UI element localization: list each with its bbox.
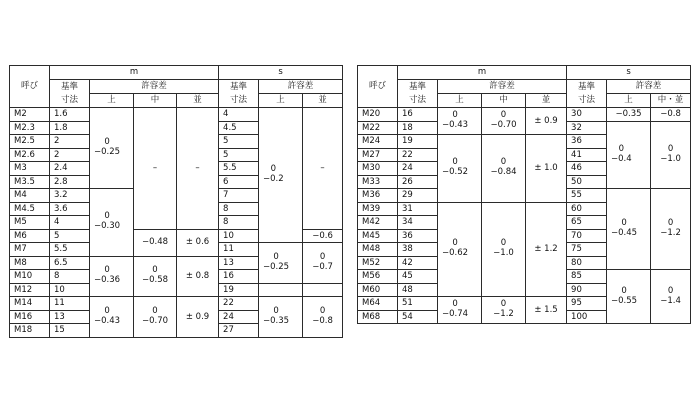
m-ue-group: 0 −0.36 xyxy=(90,256,134,297)
header-m-nami: 並 xyxy=(526,94,567,108)
table-cell: 5 xyxy=(219,148,259,162)
table-cell: 90 xyxy=(567,283,607,297)
table-cell: M20 xyxy=(358,108,398,122)
header-m-kijun: 基準 xyxy=(398,80,438,94)
table-cell: 65 xyxy=(567,216,607,230)
table-cell: 24 xyxy=(219,310,259,324)
table-cell: M42 xyxy=(358,216,398,230)
table-cell: 27 xyxy=(219,324,259,338)
table-cell: M12 xyxy=(10,283,50,297)
s-ue-group: 0 −0.4 xyxy=(607,121,651,189)
table-cell: 18 xyxy=(398,121,438,135)
s-nami-group: 0 −0.7 xyxy=(303,243,343,284)
table-cell: 19 xyxy=(398,135,438,149)
table-cell: M4 xyxy=(10,189,50,203)
m-nami-value: ± 1.5 xyxy=(526,297,567,324)
header-s-ue: 上 xyxy=(607,94,651,108)
header-s-nami: 並 xyxy=(303,94,343,108)
table-cell: 95 xyxy=(567,297,607,311)
table-cell: 5 xyxy=(50,229,90,243)
table-cell: 11 xyxy=(50,297,90,311)
table-cell: 29 xyxy=(398,189,438,203)
table-cell: 30 xyxy=(567,108,607,122)
table-cell: 38 xyxy=(398,243,438,257)
table-cell: M56 xyxy=(358,270,398,284)
header-s-nakanami: 中・並 xyxy=(651,94,691,108)
s-nami-group: – xyxy=(303,108,343,230)
m-ue-group: 0 −0.43 xyxy=(438,108,482,135)
table-cell: M8 xyxy=(10,256,50,270)
s-nakanami-value: −0.8 xyxy=(651,108,691,122)
header-s-kyoyosa: 許容差 xyxy=(607,80,691,94)
s-ue-group: 0 −0.55 xyxy=(607,270,651,324)
table-cell: 2.8 xyxy=(50,175,90,189)
s-nakanami-group: 0 −1.0 xyxy=(651,121,691,189)
header-m-naka: 中 xyxy=(134,94,177,108)
table-cell: M2 xyxy=(10,108,50,122)
table-cell: M30 xyxy=(358,162,398,176)
m-nami-value: ± 0.6 xyxy=(177,229,219,256)
table-cell: 8 xyxy=(50,270,90,284)
table-cell: 41 xyxy=(567,148,607,162)
m-naka-group: 0 −0.70 xyxy=(134,297,177,338)
table-cell: 10 xyxy=(50,283,90,297)
table-cell: 5 xyxy=(219,135,259,149)
table-cell: 54 xyxy=(398,310,438,324)
table-cell: M52 xyxy=(358,256,398,270)
table-cell: 22 xyxy=(219,297,259,311)
table-cell: M2.5 xyxy=(10,135,50,149)
table-cell: 46 xyxy=(567,162,607,176)
header-m-kyoyosa: 許容差 xyxy=(438,80,567,94)
header-s-sunpo: 寸法 xyxy=(219,94,259,108)
m-nami-value: ± 1.0 xyxy=(526,135,567,203)
m-naka-value: −0.48 xyxy=(134,229,177,256)
table-cell: 26 xyxy=(398,175,438,189)
table-cell: 7 xyxy=(219,189,259,203)
header-m: m xyxy=(50,66,219,80)
table-cell: M3.5 xyxy=(10,175,50,189)
m-ue-group: 0 −0.43 xyxy=(90,297,134,338)
table-cell: 24 xyxy=(398,162,438,176)
table-cell: M60 xyxy=(358,283,398,297)
table-cell: 50 xyxy=(567,175,607,189)
table-cell: 31 xyxy=(398,202,438,216)
table-cell: 10 xyxy=(219,229,259,243)
table-cell: 36 xyxy=(567,135,607,149)
table-cell: 16 xyxy=(398,108,438,122)
s-ue-empty xyxy=(259,283,303,297)
table-cell: 55 xyxy=(567,189,607,203)
table-cell: M39 xyxy=(358,202,398,216)
m-ue-group: 0 −0.52 xyxy=(438,135,482,203)
m-naka-group: 0 −1.2 xyxy=(482,297,526,324)
m-naka-group: 0 −1.0 xyxy=(482,202,526,297)
table-cell: M22 xyxy=(358,121,398,135)
m-ue-group: 0 −0.25 xyxy=(90,108,134,189)
s-ue-group: 0 −0.25 xyxy=(259,243,303,284)
table-cell: 36 xyxy=(398,229,438,243)
table-cell: M64 xyxy=(358,297,398,311)
header-yobi: 呼び xyxy=(358,66,398,108)
s-nakanami-group: 0 −1.4 xyxy=(651,270,691,324)
table-cell: M36 xyxy=(358,189,398,203)
table-cell: 16 xyxy=(219,270,259,284)
header-m-nami: 並 xyxy=(177,94,219,108)
table-cell: 2 xyxy=(50,135,90,149)
table-cell: M48 xyxy=(358,243,398,257)
s-ue-group: 0 −0.2 xyxy=(259,108,303,243)
header-s-ue: 上 xyxy=(259,94,303,108)
table-cell: M14 xyxy=(10,297,50,311)
m-nami-value: ± 0.8 xyxy=(177,256,219,297)
header-s: s xyxy=(219,66,343,80)
table-cell: 3.2 xyxy=(50,189,90,203)
table-cell: 4 xyxy=(50,216,90,230)
table-cell: 75 xyxy=(567,243,607,257)
table-cell: M16 xyxy=(10,310,50,324)
header-m-kijun: 基準 xyxy=(50,80,90,94)
table-cell: 4.5 xyxy=(219,121,259,135)
header-s-sunpo: 寸法 xyxy=(567,94,607,108)
table-cell: 45 xyxy=(398,270,438,284)
table-cell: M7 xyxy=(10,243,50,257)
m-ue-group: 0 −0.74 xyxy=(438,297,482,324)
header-m-sunpo: 寸法 xyxy=(50,94,90,108)
s-nakanami-group: 0 −1.2 xyxy=(651,189,691,270)
table-cell: 6 xyxy=(219,175,259,189)
table-cell: 80 xyxy=(567,256,607,270)
right-spec-table xyxy=(357,65,691,324)
table-cell: 13 xyxy=(50,310,90,324)
m-nami-group: – xyxy=(177,108,219,230)
s-ue-group: 0 −0.45 xyxy=(607,189,651,270)
table-cell: 15 xyxy=(50,324,90,338)
table-cell: M4.5 xyxy=(10,202,50,216)
m-nami-value: ± 0.9 xyxy=(177,297,219,338)
table-cell: 85 xyxy=(567,270,607,284)
m-ue-group: 0 −0.62 xyxy=(438,202,482,297)
table-cell: 32 xyxy=(567,121,607,135)
m-ue-group: 0 −0.30 xyxy=(90,189,134,257)
table-cell: M10 xyxy=(10,270,50,284)
table-cell: 5.5 xyxy=(219,162,259,176)
s-nami-value: −0.6 xyxy=(303,229,343,243)
table-cell: M24 xyxy=(358,135,398,149)
table-cell: 1.6 xyxy=(50,108,90,122)
header-m-sunpo: 寸法 xyxy=(398,94,438,108)
table-cell: M18 xyxy=(10,324,50,338)
table-cell: 22 xyxy=(398,148,438,162)
table-cell: 51 xyxy=(398,297,438,311)
table-cell: M68 xyxy=(358,310,398,324)
header-yobi: 呼び xyxy=(10,66,50,108)
table-cell: 19 xyxy=(219,283,259,297)
table-cell: M33 xyxy=(358,175,398,189)
header-s-kyoyosa: 許容差 xyxy=(259,80,343,94)
s-ue-value: −0.35 xyxy=(607,108,651,122)
table-cell: M45 xyxy=(358,229,398,243)
header-m-ue: 上 xyxy=(90,94,134,108)
header-m-ue: 上 xyxy=(438,94,482,108)
table-cell: M6 xyxy=(10,229,50,243)
s-nami-group: 0 −0.8 xyxy=(303,297,343,338)
table-cell: 48 xyxy=(398,283,438,297)
header-m: m xyxy=(398,66,567,80)
table-cell: 34 xyxy=(398,216,438,230)
table-cell: 2.4 xyxy=(50,162,90,176)
table-cell: 1.8 xyxy=(50,121,90,135)
header-m-kyoyosa: 許容差 xyxy=(90,80,219,94)
table-cell: 6.5 xyxy=(50,256,90,270)
header-s-kijun: 基準 xyxy=(219,80,259,94)
table-cell: 42 xyxy=(398,256,438,270)
table-cell: M27 xyxy=(358,148,398,162)
table-cell: 100 xyxy=(567,310,607,324)
m-nami-value: ± 1.2 xyxy=(526,202,567,297)
table-cell: M3 xyxy=(10,162,50,176)
table-cell: 2 xyxy=(50,148,90,162)
table-cell: 3.6 xyxy=(50,202,90,216)
table-cell: M5 xyxy=(10,216,50,230)
m-naka-group: 0 −0.58 xyxy=(134,256,177,297)
header-s-kijun: 基準 xyxy=(567,80,607,94)
s-ue-group: 0 −0.35 xyxy=(259,297,303,338)
m-naka-group: 0 −0.84 xyxy=(482,135,526,203)
table-cell: 60 xyxy=(567,202,607,216)
table-cell: 70 xyxy=(567,229,607,243)
table-cell: M2.6 xyxy=(10,148,50,162)
header-m-naka: 中 xyxy=(482,94,526,108)
left-spec-table xyxy=(9,65,343,338)
table-cell: 13 xyxy=(219,256,259,270)
table-cell: 4 xyxy=(219,108,259,122)
header-s: s xyxy=(567,66,691,80)
m-nami-value: ± 0.9 xyxy=(526,108,567,135)
m-naka-group: 0 −0.70 xyxy=(482,108,526,135)
m-naka-group: – xyxy=(134,108,177,230)
table-cell: 11 xyxy=(219,243,259,257)
table-cell: 8 xyxy=(219,202,259,216)
table-cell: 5.5 xyxy=(50,243,90,257)
table-cell: M2.3 xyxy=(10,121,50,135)
s-nami-empty xyxy=(303,283,343,297)
table-cell: 8 xyxy=(219,216,259,230)
